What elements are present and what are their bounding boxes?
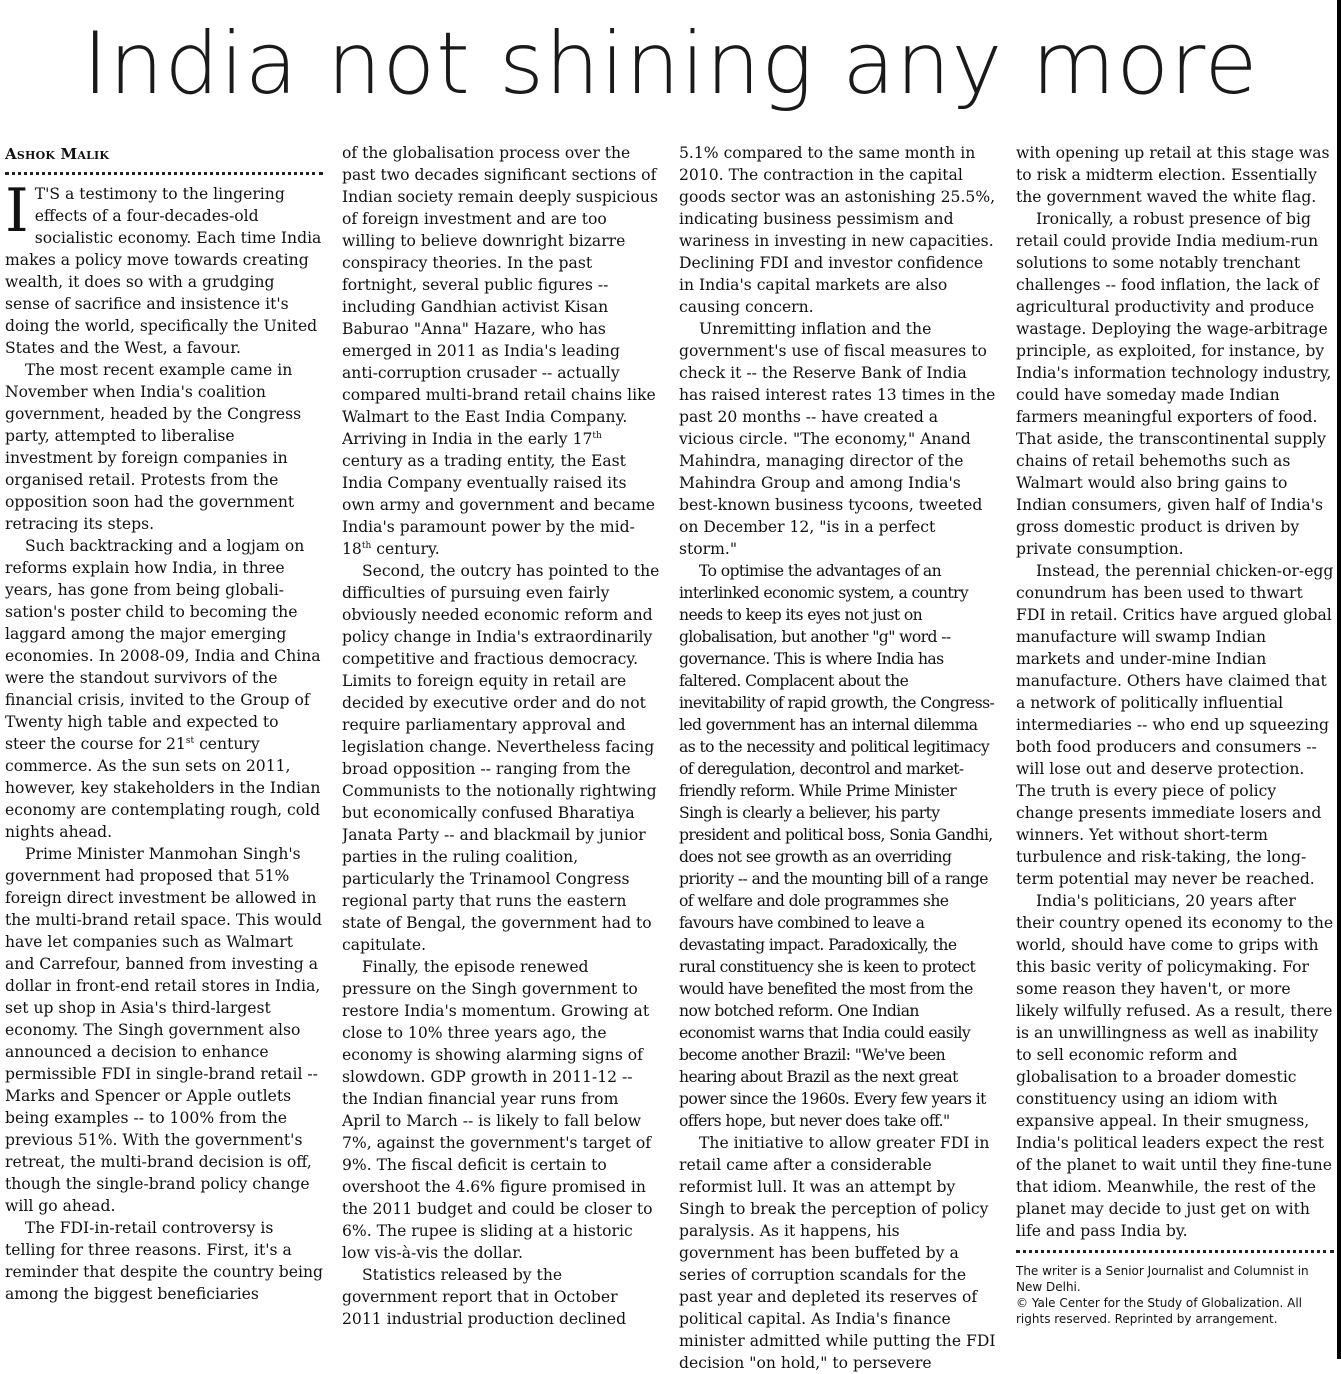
article-paragraph: with opening up retail at this stage was to risk a midterm election. Essentially the government waved the white flag. (1016, 144, 1330, 206)
article-paragraph: Unremitting inflation and the government's use of fiscal measures to check it -- the Reserve Bank of India has raised interest rates 13 times in the past 20 months -- have created a vicious circle. "The economy," Anand Mahindra, managing director of the Mahindra Group and among India's best-known business tycoons, tweeted on December 12, "is in a perfect storm." (679, 320, 996, 558)
article-paragraph: Finally, the episode renewed pressure on the Singh government to restore India's momentum. Growing at close to 10% three years ago, the economy is showing alarming signs of slowdown. GDP growth in 2011-12 -- the Indian financial year runs from April to March -- is likely to fall below 7%, against the government's target of 9%. The fiscal deficit is certain to overshoot the 4.6% figure promised in the 2011 budget and could be closer to 6%. The rupee is sliding at a historic low vis-à-vis the dollar. (342, 958, 653, 1262)
ordinal-suffix: st (185, 735, 195, 746)
copyright-note: © Yale Center for the Study of Globalization. All rights reserved. Reprinted by arrangement. (1016, 1296, 1303, 1326)
article-paragraph: The FDI-in-retail controversy is telling for three reasons. First, it's a reminder that despite the country being among the biggest beneficiaries (5, 1219, 323, 1303)
paragraph-text: century. (371, 540, 440, 558)
article-headline: India not shining any more (82, 14, 1259, 114)
paragraph-text: century as a trading entity, the East India Company eventually raised its own army and government and became India's paramount power by the mid-18 (342, 452, 656, 558)
article-paragraph: To optimise the advantages of an interlinked economic system, a country needs to keep its eyes not just on globalisation, but another "g" word -- governance. This is where India has faltered. Complacent about the inevitability of rapid growth, the Congress-led government has an internal dilemma as to the necessity and political legitimacy of deregulation, decontrol and market-friendly reform. While Prime Minister Singh is clearly a believer, his party president and political boss, Sonia Gandhi, does not see growth as an overriding priority -- and the mounting bill of a range of welfare and dole programmes she favours have combined to leave a devastating impact. Paradoxically, the rural constituency she is keen to protect would have benefited the most from the now botched reform. One Indian economist warns that India could easily become another Brazil: "We've been hearing about Brazil as the next great power since the 1960s. Every few years it offers hope, but never does take off." (679, 562, 995, 1130)
byline-divider (5, 172, 323, 175)
paragraph-text: of the globalisation process over the past two decades significant sections of Indian society remain deeply suspicious of foreign investment and are too willing to believe downright bizarre conspiracy theories. In the past fortnight, several public figures -- including Gandhian activist Kisan Baburao "Anna" Hazare, who has emerged in 2011 as India's leading anti-corruption crusader -- actually compared multi-brand retail chains like Walmart to the East India Company. Arriving in India in the early 17 (342, 144, 658, 448)
article-paragraph: Ironically, a robust presence of big retail could provide India medium-run solutions to some notably trenchant challenges -- food inflation, the lack of agricultural productivity and produce wastage. Deploying the wage-arbitrage principle, as exploited, for instance, by India's information technology industry, could have someday made Indian farmers meaningful exporters of food. That aside, the transcontinental supply chains of retail behemoths such as Walmart would also bring gains to Indian consumers, given half of India's gross domestic product is driven by private consumption. (1016, 210, 1332, 558)
paragraph-text: T'S a testimony to the lingering effects of a four-decades-old socialistic economy. Each time India makes a policy move towards creating wealth, it does so with a grudging sense of sacrifice and insistence it's doing the world, specifically the United States and the West, a favour. (5, 185, 322, 357)
paragraph-text: Such backtracking and a logjam on reforms explain how India, in three years, has gone from being globali-sation's poster child to becoming the laggard among the major emerging economies. In 2008-09, India and China were the standout survivors of the financial crisis, invited to the Group of Twenty high table and expected to steer the course for 21 (5, 537, 321, 753)
article-column-2 (342, 142, 660, 1330)
article-paragraph: The initiative to allow greater FDI in retail came after a considerable reformist lull. It was an attempt by Singh to break the perception of policy paralysis. As it happens, his government has been buffeted by a series of corruption scandals for the past year and depleted its reserves of political capital. As India's finance minister admitted while putting the FDI decision "on hold," to persevere (679, 1134, 996, 1372)
ordinal-suffix: th (592, 430, 602, 441)
article-paragraph (5, 535, 323, 843)
article-column-3 (679, 142, 997, 1374)
ordinal-suffix: th (361, 540, 372, 551)
article-column-4 (1016, 142, 1334, 1327)
paragraph-text: century commerce. As the sun sets on 2011, however, key stakeholders in the Indian economy are contemplating rough, cold nights ahead. (5, 735, 321, 841)
article-paragraph (5, 176, 323, 359)
article-paragraph (342, 142, 660, 560)
drop-cap: I (5, 176, 29, 246)
article-paragraph: India's politicians, 20 years after their country opened its economy to the world, should have come to grips with this basic verity of policymaking. For some reason they haven't, or more likely wilfully refused. As a result, there is an unwillingness as well as inability to sell economic reform and globalisation to a broader domestic constituency using an idiom with expansive appeal. In their smugness, India's political leaders expect the rest of the planet to wait until they fine-tune that idiom. Meanwhile, the rest of the planet may decide to just get on with life and pass India by. (1016, 892, 1334, 1240)
page-edge-bar (1337, 0, 1341, 1359)
author-byline: Ashok Malik (5, 145, 110, 163)
footer-divider (1016, 1250, 1334, 1253)
article-column-1 (5, 142, 323, 1305)
article-paragraph: Second, the outcry has pointed to the difficulties of pursuing even fairly obviously needed economic reform and policy change in India's extraordinarily competitive and fractious democracy. Limits to foreign equity in retail are decided by executive order and do not require parliamentary approval and legislation change. Nevertheless facing broad opposition -- ranging from the Communists to the notionally rightwing but economically confused Bharatiya Janata Party -- and blackmail by junior parties in the ruling coalition, particularly the Trinamool Congress regional party that runs the eastern state of Bengal, the government had to capitulate. (342, 562, 660, 954)
article-paragraph: Instead, the perennial chicken-or-egg conundrum has been used to thwart FDI in retail. Critics have argued global manufacture will swamp Indian markets and under-mine Indian manufacture. Others have claimed that a network of politically influential intermediaries -- who end up squeezing both food producers and consumers -- will lose out and deserve protection. The truth is every piece of policy change presents immediate losers and winners. Yet without short-term turbulence and risk-taking, the long-term potential may never be reached. (1016, 562, 1334, 888)
author-note: The writer is a Senior Journalist and Columnist in New Delhi. (1016, 1264, 1309, 1294)
article-paragraph: The most recent example came in November when India's coalition government, headed by the Congress party, attempted to liberalise investment by foreign companies in organised retail. Protests from the opposition soon had the government retracing its steps. (5, 361, 302, 533)
article-paragraph: 5.1% compared to the same month in 2010. The contraction in the capital goods sector was an astonishing 25.5%, indicating business pessimism and wariness in investing in new capacities. Declining FDI and investor confidence in India's capital markets are also causing concern. (679, 144, 996, 316)
article-paragraph: Statistics released by the government report that in October 2011 industrial production declined (342, 1266, 627, 1328)
article-paragraph: Prime Minister Manmohan Singh's government had proposed that 51% foreign direct investment be allowed in the multi-brand retail space. This would have let companies such as Walmart and Carrefour, banned from investing a dollar in front-end retail stores in India, set up shop in Asia's third-largest economy. The Singh government also announced a decision to enhance permissible FDI in single-brand retail -- Marks and Spencer or Apple outlets being examples -- to 100% from the previous 51%. With the government's retreat, the multi-brand decision is off, though the single-brand policy change will go ahead. (5, 845, 323, 1215)
